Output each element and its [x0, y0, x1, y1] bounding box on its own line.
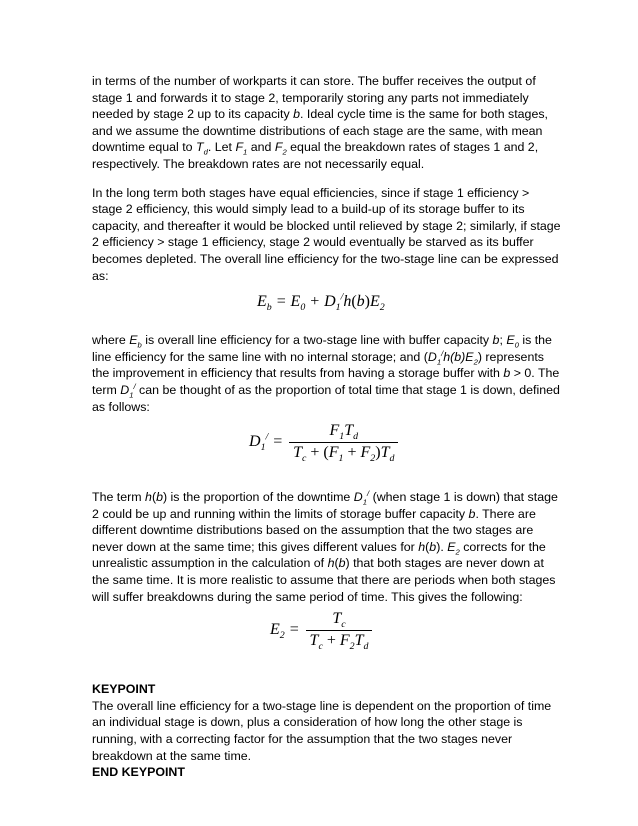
- keypoint-end: END KEYPOINT: [92, 765, 185, 780]
- keypoint-title: KEYPOINT: [92, 682, 156, 697]
- equation-eb-rhs: = $E_0 + D_1^/h(b)E_2$: [271, 291, 385, 314]
- equation-d1-fraction: [289, 422, 398, 464]
- equation-downtime-proportion: [92, 415, 562, 489]
- equation-d1-lhs: $D_1^/$ =: [249, 431, 284, 454]
- equation-d1-numerator: $F_1T_d$: [289, 423, 398, 443]
- equation-e2-fraction: [306, 610, 373, 653]
- paragraph-buffer-description: in terms of the number of workparts it can store. The buffer receives the output of stage 1 and forwards it to stage 2, temporarily storing any parts not immediately needed by stage 2 up to its capacity b. Ideal cycle time is the same for both stages, and we assume the downtime distributions of each stage are the same, with mean downtime equal to $T_d$. Let $F_1$ and $F_2$ equal the breakdown rates of stages 1 and 2, respectively. The breakdown rates are not necessarily equal.: [92, 74, 548, 171]
- equation-d1-denominator: $T_c + (F_1 + F_2)T_d$: [293, 443, 395, 464]
- paragraph-long-term-efficiency: In the long term both stages have equal efficiencies, since if stage 1 efficiency > stage 2 efficiency, this would simply lead to a build-up of its storage buffer to its capacity, and thereafter it would be blocked until relieved by stage 2; similarly, if stage 2 efficiency > stage 1 efficiency, stage 2 would eventually be starved as its buffer becomes depleted. The overall line efficiency for the two-stage line can be expressed as:: [92, 185, 561, 283]
- equation-d1-expression: [249, 422, 398, 464]
- equation-e2-lhs: $E_2$ =: [270, 621, 300, 642]
- document-page: [92, 73, 562, 781]
- paragraph-variable-definitions: where $E_b$ is overall line efficiency for a two-stage line with buffer capacity b; $E_0$ is the line efficiency for the same line with no internal storage; and $(D_1^/h(b)E_2)$ represents the improvement in efficiency that results from having a storage buffer with b > 0. The term $D_1^/$ can be thought of as the proportion of total time that stage 1 is down, defined as follows:: [92, 333, 560, 414]
- equation-e2-expression: [270, 610, 372, 653]
- equation-correction-factor: [92, 605, 562, 681]
- equation-eb-lhs: $E_b$: [257, 293, 272, 314]
- keypoint-text: The overall line efficiency for a two-stage line is dependent on the proportion of time an individual stage is down, plus a consideration of how long the other stage is running, with a correcting factor for the assumption that the two stages never breakdown at the same time.: [92, 698, 552, 763]
- equation-e2-denominator: $T_c + F_2T_d$: [309, 631, 369, 653]
- paragraph-h-of-b: The term h(b) is the proportion of the downtime $D_1^/$ (when stage 1 is down) that stage 2 could be up and running within the limits of storage buffer capacity b. There are different downtime distributions based on the assumption that the two stages are never down at the same time; this gives different values for h(b). $E_2$ corrects for the unrealistic assumption in the calculation of h(b) that both stages are never down at the same time. It is more realistic to assume that there are periods when both stages will suffer breakdowns during the same period of time. This gives the following:: [92, 488, 558, 604]
- equation-e2-numerator: $T_c$: [306, 611, 373, 631]
- equation-line-efficiency: [92, 284, 562, 332]
- equation-eb-expression: [257, 291, 385, 314]
